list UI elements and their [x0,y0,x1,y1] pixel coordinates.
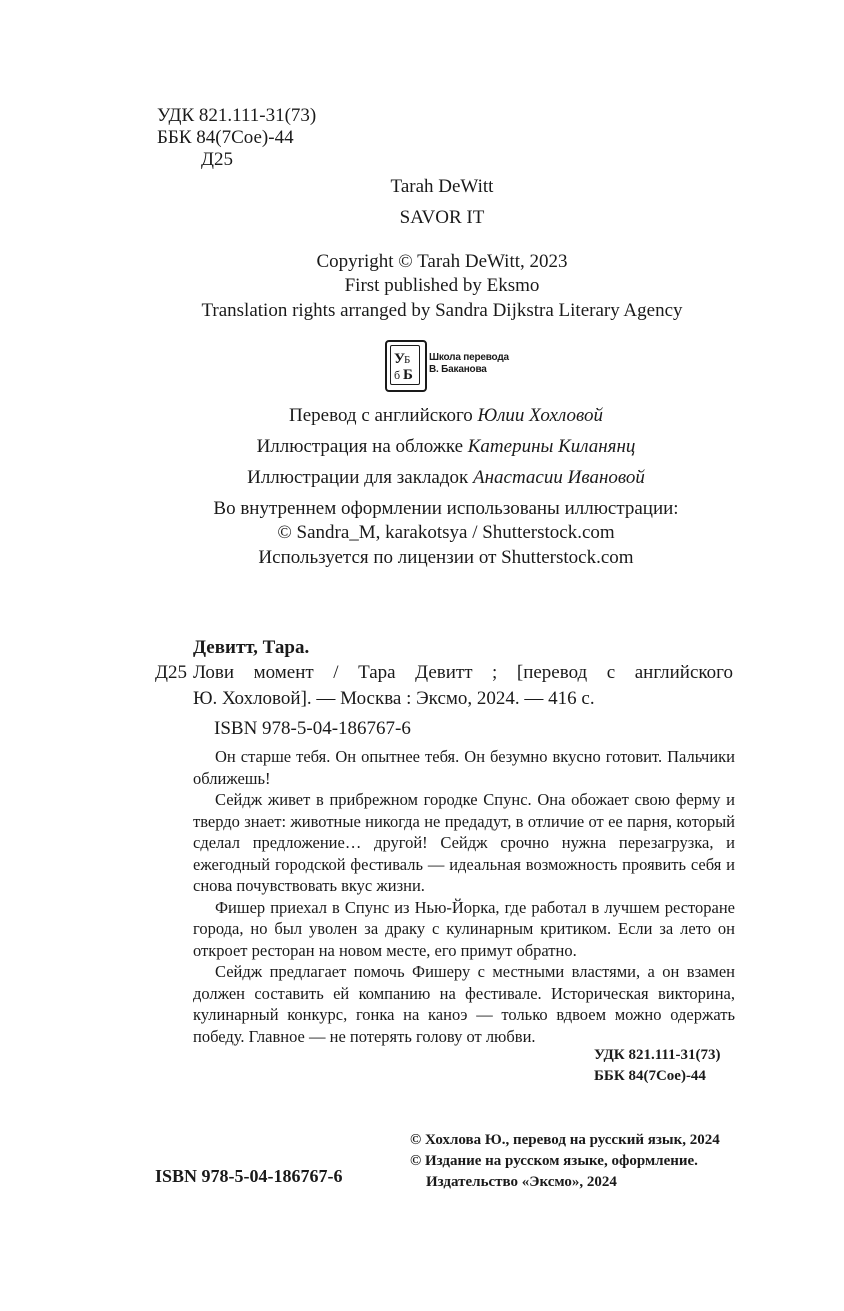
svg-text:У: У [394,351,406,367]
translation-label: Перевод с английского [289,405,473,426]
interior-credit-line-3: Используется по лицензии от Shutterstock.com [258,547,634,568]
annotation-paragraph-3: Фишер приехал в Спунс из Нью-Йорка, где работал в лучшем ресторане города, но был уволен за драку с кулинарным критиком. Если за лето он откроет ресторан на новом месте, его примут обратно. [193,897,735,960]
edition-copyright: © Издание на русском языке, оформление. [410,1153,698,1169]
annotation-paragraph-4: Сейдж предлагает помочь Фишеру с местными властями, а он взамен должен составить ей компанию на фестивале. Историческая викторина, кулинарный конкурс, гонка на каноэ — только вдвоем можно одержать победу. Главное — не потерять голову от любви. [193,962,735,1046]
logo-line-1: Школа перевода [429,352,509,363]
translator-name: Юлии Хохловой [477,405,603,426]
bbk-code: ББК 84(7Сое)-44 [157,127,294,148]
logo-caption [429,352,509,376]
translation-rights: Translation rights arranged by Sandra Dijkstra Literary Agency [201,300,683,321]
card-description-line-2: Ю. Хохловой]. — Москва : Эксмо, 2024. — 416 с. [193,688,595,709]
translation-copyright: © Хохлова Ю., перевод на русский язык, 2024 [410,1132,720,1148]
card-bbk-code: ББК 84(7Сое)-44 [594,1068,706,1084]
cover-artist-name: Катерины Киланянц [467,436,636,457]
card-udk-code: УДК 821.111-31(73) [594,1047,721,1063]
translation-credit [0,405,844,427]
original-copyright: Copyright © Tarah DeWitt, 2023 [316,251,568,272]
annotation-paragraph-2: Сейдж живет в прибрежном городке Спунс. Она обожает свою ферму и твердо знает: животные никогда не предадут, в отличие от ее парня, который сделал предложение… другой! Сейдж срочно нужна перезагрузка, и ежегодный городской фестиваль — идеальная возможность проявить себя и снова почувствовать вкус жизни. [193,790,735,895]
svg-text:Б: Б [403,367,413,383]
original-title: SAVOR IT [399,207,485,228]
interior-credit-line-1: Во внутреннем оформлении использованы иллюстрации: [213,498,679,519]
svg-text:Б: Б [404,354,411,366]
udk-code: УДК 821.111-31(73) [157,105,317,126]
card-sign: Д25 [155,662,187,683]
translation-school-logo [385,340,515,392]
annotation-paragraph-1: Он старше тебя. Он опытнее тебя. Он безумно вкусно готовит. Пальчики оближешь! [193,747,735,788]
publisher-copyright: Издательство «Эксмо», 2024 [426,1174,617,1190]
svg-text:б: б [394,368,401,382]
interior-credit-line-2: © Sandra_M, karakotsya / Shutterstock.com [277,522,615,543]
cover-label: Иллюстрация на обложке [256,436,464,457]
ub-monogram-icon [391,346,419,384]
logo-line-2: В. Баканова [429,364,487,375]
bookmarks-artist-name: Анастасии Ивановой [473,467,645,488]
first-published: First published by Eksmo [344,275,540,296]
annotation [193,746,735,1047]
logo-frame-icon [385,340,427,392]
card-isbn: ISBN 978-5-04-186767-6 [214,718,411,739]
author-sign: Д25 [201,149,233,170]
original-author: Tarah DeWitt [390,176,494,197]
footer-isbn: ISBN 978-5-04-186767-6 [155,1166,343,1186]
card-description-line-1: Лови момент / Тара Девитт ; [перевод с английского [193,662,733,683]
bookmarks-credit [0,467,844,489]
card-author-heading: Девитт, Тара. [193,637,310,658]
bookmarks-label: Иллюстрации для закладок [247,467,469,488]
cover-credit [0,436,844,458]
